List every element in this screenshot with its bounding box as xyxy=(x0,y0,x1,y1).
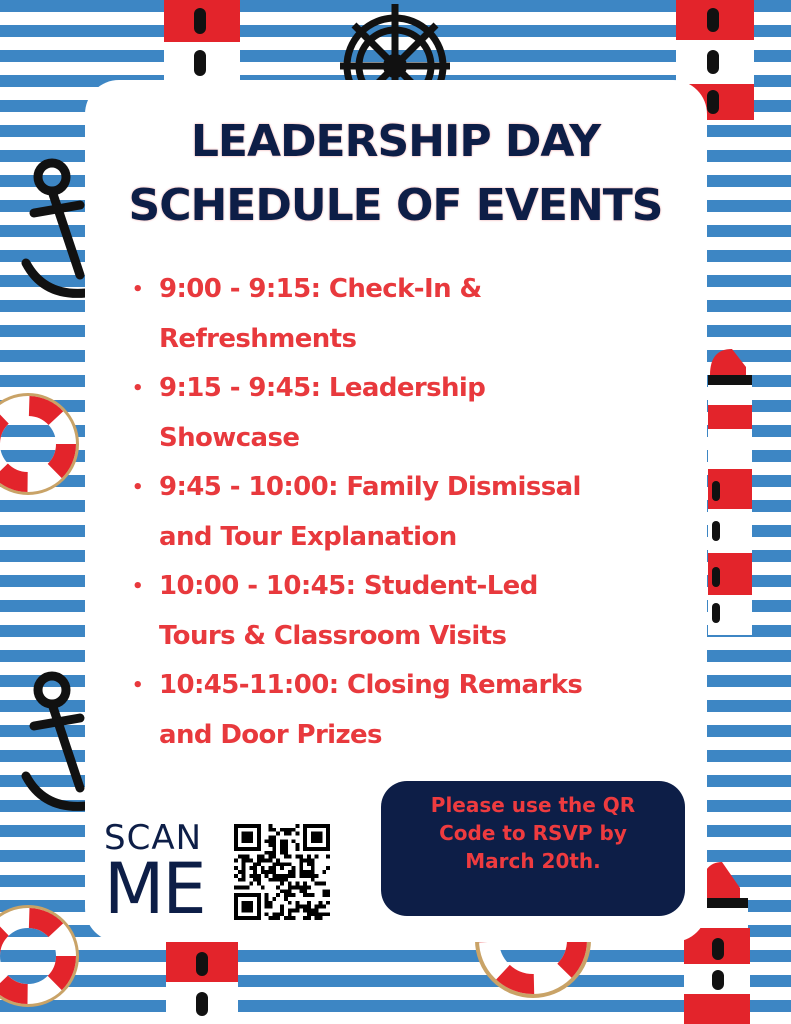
title-line-1: LEADERSHIP DAY xyxy=(190,116,601,167)
schedule-item-line-2: Refreshments xyxy=(159,323,357,354)
rsvp-box xyxy=(381,781,685,916)
schedule-item xyxy=(132,562,672,661)
scan-me-label xyxy=(104,818,222,930)
bullet-icon: • xyxy=(132,378,143,399)
schedule-item-line-1: 10:00 - 10:45: Student-Led xyxy=(159,571,538,601)
page-title xyxy=(0,110,791,238)
schedule-item-line-2: Showcase xyxy=(159,422,300,453)
schedule-item xyxy=(132,661,672,760)
schedule-item-line-1: 9:15 - 9:45: Leadership xyxy=(159,373,486,403)
anchor-icon xyxy=(20,668,88,818)
scan-label: SCAN xyxy=(104,818,203,858)
qr-code-icon[interactable] xyxy=(234,824,330,920)
schedule-list xyxy=(132,265,672,760)
lighthouse-icon xyxy=(162,0,242,82)
bullet-icon: • xyxy=(132,477,143,498)
schedule-item-line-1: 10:45-11:00: Closing Remarks xyxy=(159,670,583,700)
schedule-item-line-1: 9:00 - 9:15: Check-In & xyxy=(159,274,482,304)
life-ring-icon xyxy=(0,900,84,1012)
schedule-item-line-1: 9:45 - 10:00: Family Dismissal xyxy=(159,472,581,502)
schedule-item xyxy=(132,265,672,364)
bullet-icon: • xyxy=(132,279,143,300)
title-line-2: SCHEDULE OF EVENTS xyxy=(128,180,663,231)
bullet-icon: • xyxy=(132,675,143,696)
ship-wheel-icon xyxy=(318,0,472,82)
schedule-item xyxy=(132,463,672,562)
schedule-item-line-2: Tours & Classroom Visits xyxy=(159,620,507,651)
schedule-item xyxy=(132,364,672,463)
lighthouse-icon xyxy=(706,345,758,635)
me-label: ME xyxy=(104,848,205,930)
rsvp-text: Please use the QR Code to RSVP by March 20th. xyxy=(430,792,636,873)
bullet-icon: • xyxy=(132,576,143,597)
life-ring-icon xyxy=(0,388,84,500)
lighthouse-icon xyxy=(166,942,238,1024)
schedule-item-line-2: and Tour Explanation xyxy=(159,521,457,552)
schedule-item-line-2: and Door Prizes xyxy=(159,719,382,750)
